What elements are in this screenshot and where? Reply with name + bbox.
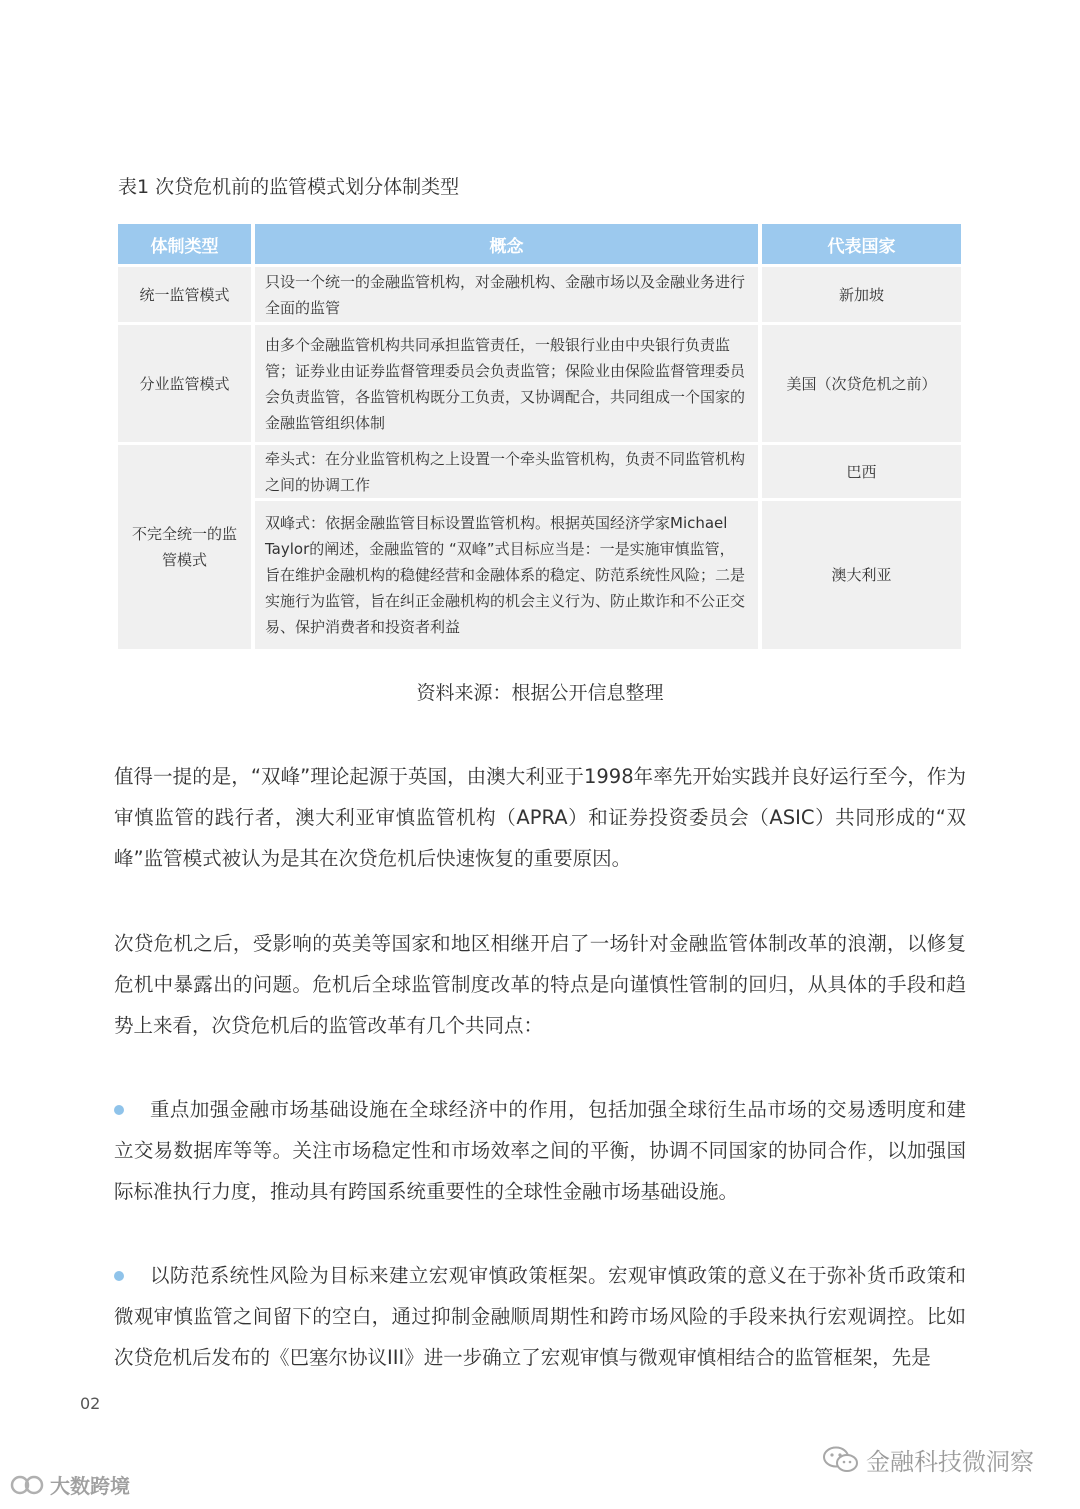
wechat-icon xyxy=(822,1445,860,1475)
table-cell-concept: 只设一个统一的金融监管机构，对金融机构、金融市场以及金融业务进行全面的监管 xyxy=(255,267,758,322)
table-header-country: 代表国家 xyxy=(762,224,961,264)
watermark-brand-text: 大数跨境 xyxy=(50,1474,130,1498)
table-header-type: 体制类型 xyxy=(118,224,251,264)
table-cell-country: 新加坡 xyxy=(762,267,961,322)
bullet-item: 重点加强金融市场基础设施在全球经济中的作用，包括加强全球衍生品市场的交易透明度和建立交易数据库等等。关注市场稳定性和市场效率之间的平衡，协调不同国家的协同合作，以加强国际标准执行力度，推动具有跨国系统重要性的全球性金融市场基础设施。 xyxy=(114,1098,966,1203)
table-cell-type: 分业监管模式 xyxy=(118,325,251,442)
body-paragraph: 值得一提的是，“双峰”理论起源于英国，由澳大利亚于1998年率先开始实践并良好运行至今，作为审慎监管的践行者，澳大利亚审慎监管机构（APRA）和证券投资委员会（ASIC）共同形成的“双峰”监管模式被认为是其在次贷危机后快速恢复的重要原因。 xyxy=(114,765,966,870)
table-cell-concept: 牵头式：在分业监管机构之上设置一个牵头监管机构，负责不同监管机构之间的协调工作 xyxy=(255,445,758,498)
table-cell-country: 澳大利亚 xyxy=(762,501,961,649)
table-cell-country: 巴西 xyxy=(762,445,961,498)
brand-logo-icon xyxy=(10,1472,46,1498)
table-cell-concept: 双峰式：依据金融监管目标设置监管机构。根据英国经济学家Michael Taylor的阐述，金融监管的 “双峰”式目标应当是：一是实施审慎监管，旨在维护金融机构的稳健经营和金融体系的稳定、防范系统性风险；二是实施行为监管，旨在纠正金融机构的机会主义行为、防止欺诈和不公正交易、保护消费者和投资者利益 xyxy=(255,501,758,649)
watermark-brand xyxy=(10,1470,130,1499)
table-cell-concept: 由多个金融监管机构共同承担监管责任，一般银行业由中央银行负责监管；证券业由证券监督管理委员会负责监管；保险业由保险监督管理委员会负责监管，各监管机构既分工负责，又协调配合，共同组成一个国家的金融监管组织体制 xyxy=(255,325,758,442)
watermark-text: 金融科技微洞察 xyxy=(866,1448,1034,1476)
table-cell-country: 美国（次贷危机之前） xyxy=(762,325,961,442)
body-paragraph: 次贷危机之后，受影响的英美等国家和地区相继开启了一场针对金融监管体制改革的浪潮，以修复危机中暴露出的问题。危机后全球监管制度改革的特点是向谨慎性管制的回归，从具体的手段和趋势上来看，次贷危机后的监管改革有几个共同点： xyxy=(114,932,966,1037)
table-cell-type: 不完全统一的监管模式 xyxy=(118,445,251,649)
table-cell-type: 统一监管模式 xyxy=(118,267,251,322)
bullet-item: 以防范系统性风险为目标来建立宏观审慎政策框架。宏观审慎政策的意义在于弥补货币政策和微观审慎监管之间留下的空白，通过抑制金融顺周期性和跨市场风险的手段来执行宏观调控。比如次贷危机后发布的《巴塞尔协议III》进一步确立了宏观审慎与微观审慎相结合的监管框架，先是 xyxy=(114,1264,966,1369)
page-number: 02 xyxy=(80,1394,101,1413)
table-header-concept: 概念 xyxy=(255,224,758,264)
source-note: 资料来源：根据公开信息整理 xyxy=(416,682,664,704)
table-caption: 表1 次贷危机前的监管模式划分体制类型 xyxy=(118,176,460,198)
regulation-table xyxy=(118,224,961,649)
watermark-wechat xyxy=(822,1442,1034,1477)
